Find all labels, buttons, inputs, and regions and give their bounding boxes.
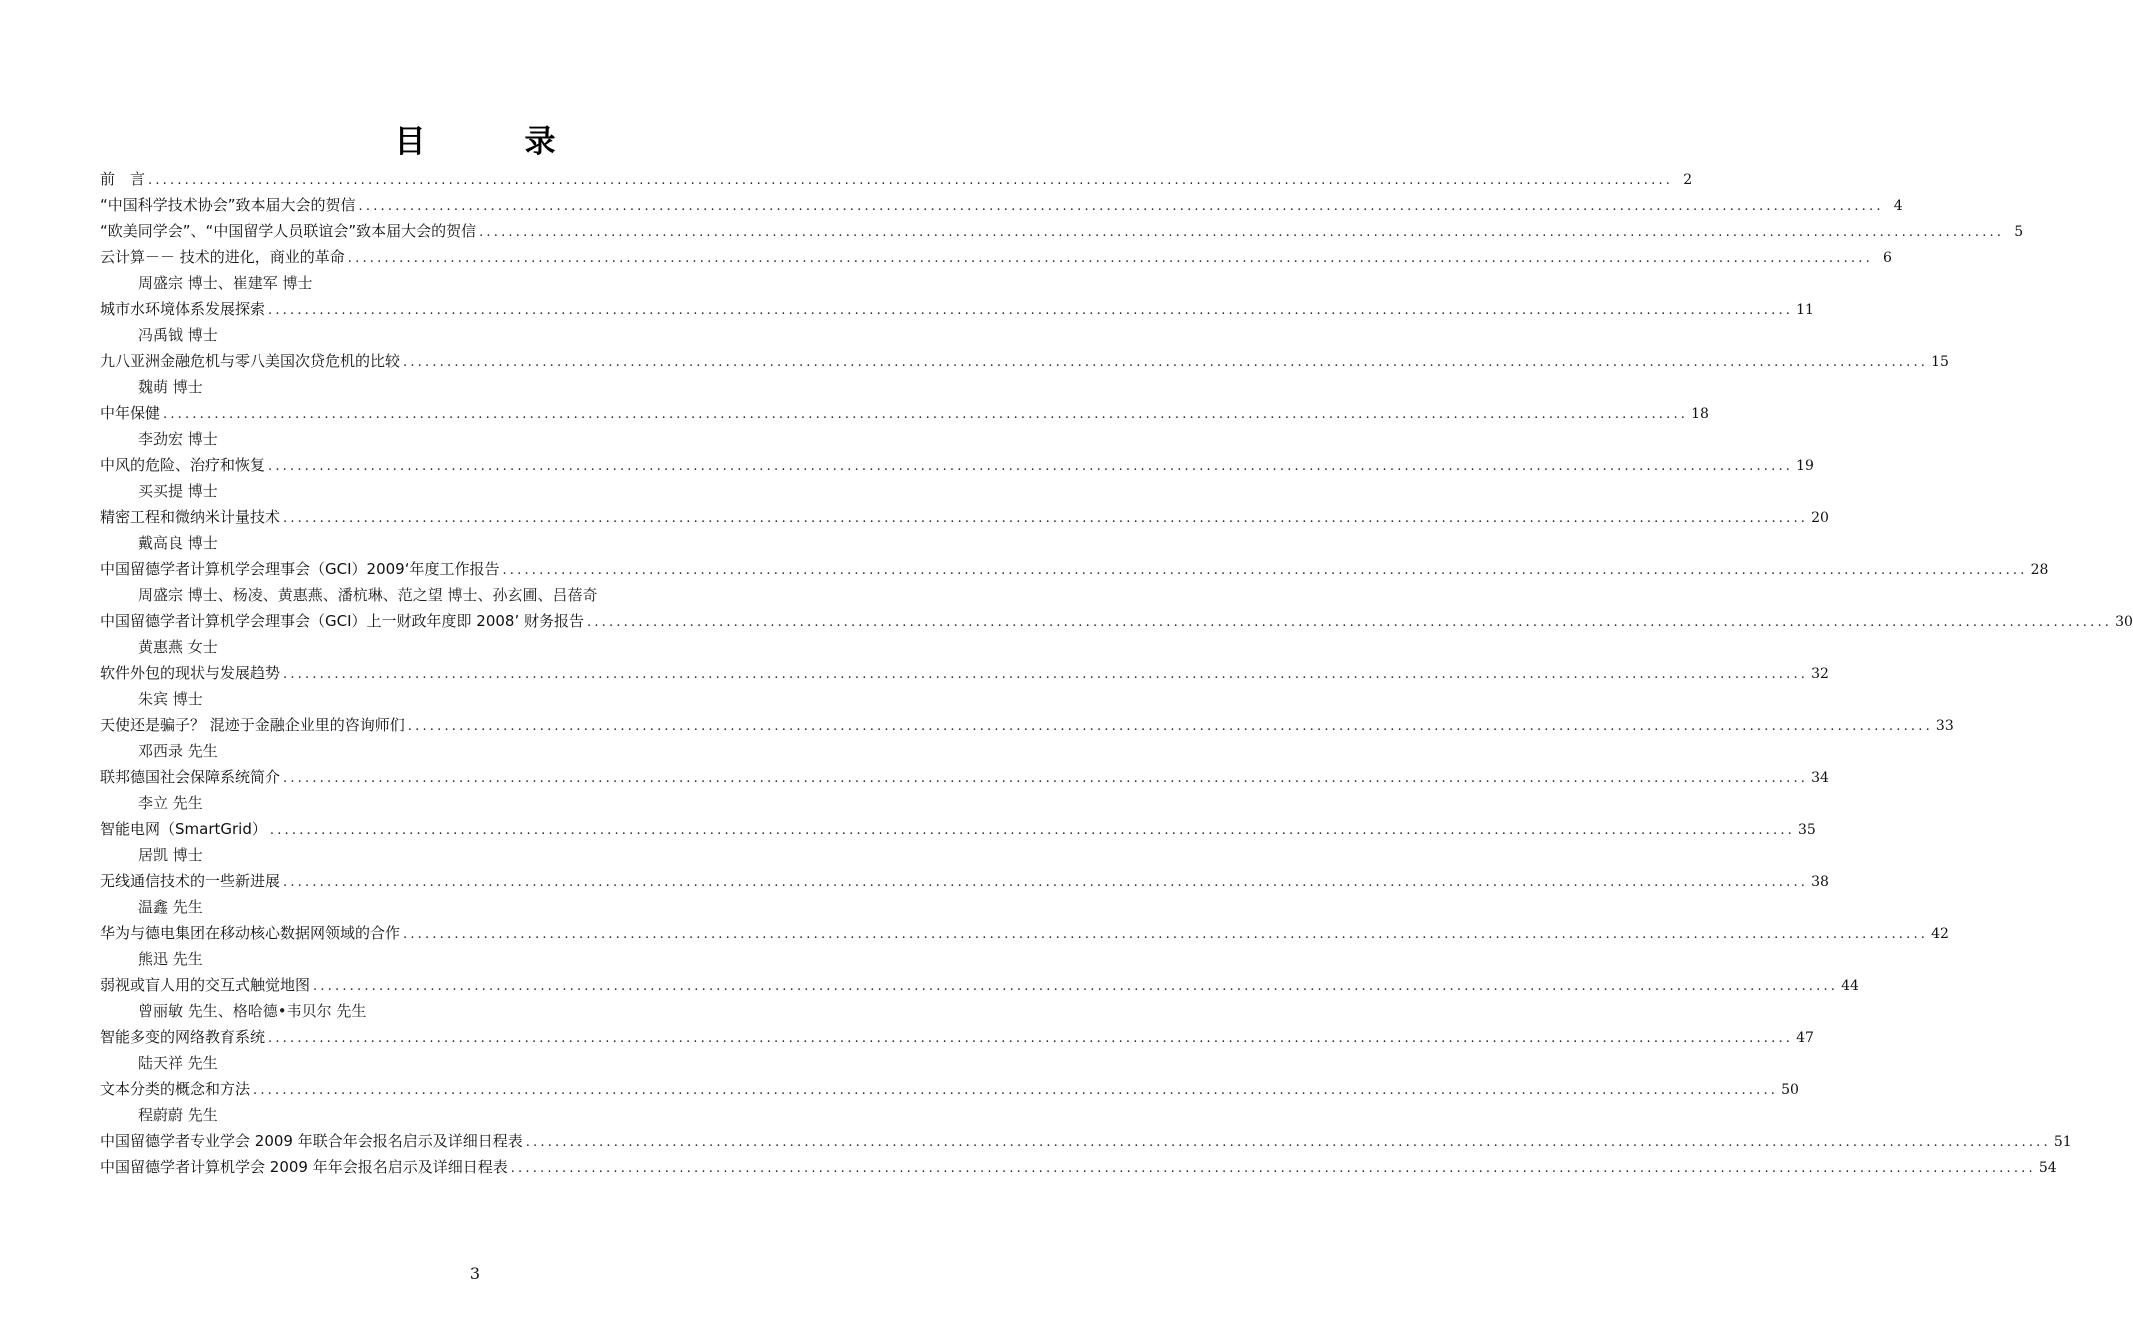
toc-entry-page: 2 <box>1683 172 1693 188</box>
toc-entry-title: 智能电网（SmartGrid） <box>100 820 267 838</box>
dot-leader: ................................................................................................................................................................................................................ <box>148 173 1674 188</box>
toc-entry-page: 11 <box>1796 302 1814 318</box>
toc-entry-title: 中国留德学者专业学会 2009 年联合年会报名启示及详细日程表 <box>100 1132 523 1150</box>
dot-leader: ................................................................................................................................................................................................................ <box>283 667 1809 682</box>
toc-entry[interactable] <box>100 1076 1799 1102</box>
toc-entry[interactable] <box>100 296 1814 322</box>
toc-entry-author: 冯禹钺 博士 <box>138 326 218 344</box>
toc-entry-page: 47 <box>1796 1030 1814 1046</box>
toc-entry-title: 弱视或盲人用的交互式触觉地图 <box>100 976 311 994</box>
toc-entry[interactable] <box>100 972 1859 998</box>
toc-entry-author: 曾丽敏 先生、格哈德•韦贝尔 先生 <box>138 1002 367 1020</box>
toc-entry[interactable] <box>100 556 2049 582</box>
dot-leader: ................................................................................................................................................................................................................ <box>268 303 1794 318</box>
dot-leader: ................................................................................................................................................................................................................ <box>283 771 1809 786</box>
toc-entry-page: 42 <box>1931 926 1949 942</box>
toc-entry-title: 云计算－－ 技术的进化，商业的革命 <box>100 248 345 266</box>
toc-entry-page: 20 <box>1811 510 1829 526</box>
toc-entry-page: 6 <box>1882 250 1892 266</box>
toc-entry-title: 中国留德学者计算机学会理事会（GCI）上一财政年度即 2008’ 财务报告 <box>100 612 585 630</box>
toc-entry-title: 城市水环境体系发展探索 <box>100 300 266 318</box>
dot-leader: ................................................................................................................................................................................................................ <box>269 823 1795 838</box>
dot-leader: ................................................................................................................................................................................................................ <box>268 1031 1794 1046</box>
toc-entry[interactable] <box>100 1128 2072 1154</box>
toc-entry[interactable] <box>100 400 1709 426</box>
page-number: 3 <box>469 1264 481 1283</box>
toc-entry-page: 33 <box>1935 718 1954 734</box>
toc-entry-title: “中国科学技术协会”致本届大会的贺信 <box>100 196 356 214</box>
toc-entry-author: 周盛宗 博士、崔建军 博士 <box>138 274 313 292</box>
toc-entry[interactable] <box>100 348 1949 374</box>
dot-leader: ................................................................................................................................................................................................................ <box>587 615 2113 630</box>
toc-entry-author: 买买提 博士 <box>138 482 218 500</box>
toc-entry-title: 联邦德国社会保障系统简介 <box>100 768 281 786</box>
toc-entry-author: 戴高良 博士 <box>138 534 218 552</box>
toc-entry-title: 智能多变的网络教育系统 <box>100 1028 266 1046</box>
toc-entry[interactable] <box>100 1154 2057 1180</box>
dot-leader: ................................................................................................................................................................................................................ <box>525 1135 2051 1150</box>
toc-entry-title: 天使还是骗子？ 混迹于金融企业里的咨询师们 <box>100 716 405 734</box>
table-of-contents <box>100 166 2133 1180</box>
toc-entry[interactable] <box>100 816 1816 842</box>
toc-entry-author: 熊迅 先生 <box>138 950 203 968</box>
toc-entry-author: 李立 先生 <box>138 794 203 812</box>
toc-entry-page: 54 <box>2038 1160 2057 1176</box>
toc-entry-author: 程蔚蔚 先生 <box>138 1106 218 1124</box>
toc-entry-author: 温鑫 先生 <box>138 898 203 916</box>
toc-entry[interactable] <box>100 608 2133 634</box>
toc-entry[interactable] <box>100 452 1814 478</box>
toc-entry-title: 软件外包的现状与发展趋势 <box>100 664 281 682</box>
toc-entry-title: “欧美同学会”、“中国留学人员联谊会”致本届大会的贺信 <box>100 222 477 240</box>
toc-entry-author: 陆天祥 先生 <box>138 1054 218 1072</box>
toc-entry-title: 中年保健 <box>100 404 161 422</box>
toc-entry-title: 九八亚洲金融危机与零八美国次贷危机的比较 <box>100 352 401 370</box>
toc-entry-title: 中国留德学者计算机学会理事会（GCI）2009‘年度工作报告 <box>100 560 500 578</box>
toc-entry[interactable] <box>100 218 2024 244</box>
toc-entry[interactable] <box>100 192 1903 218</box>
toc-entry-author: 黄惠燕 女士 <box>138 638 218 656</box>
dot-leader: ................................................................................................................................................................................................................ <box>163 407 1689 422</box>
dot-leader: ................................................................................................................................................................................................................ <box>479 225 2005 240</box>
toc-entry-page: 18 <box>1691 406 1709 422</box>
toc-entry-author: 朱宾 博士 <box>138 690 203 708</box>
dot-leader: ................................................................................................................................................................................................................ <box>268 459 1794 474</box>
toc-entry-author: 居凯 博士 <box>138 846 203 864</box>
toc-entry-page: 38 <box>1811 874 1829 890</box>
toc-entry-title: 华为与德电集团在移动核心数据网领域的合作 <box>100 924 401 942</box>
dot-leader: ................................................................................................................................................................................................................ <box>502 563 2028 578</box>
dot-leader: ................................................................................................................................................................................................................ <box>358 199 1884 214</box>
toc-entry[interactable] <box>100 244 1892 270</box>
toc-entry[interactable] <box>100 920 1949 946</box>
toc-entry-author: 魏萌 博士 <box>138 378 203 396</box>
toc-entry-title: 文本分类的概念和方法 <box>100 1080 251 1098</box>
toc-entry-page: 28 <box>2030 562 2049 578</box>
toc-entry-page: 44 <box>1841 978 1859 994</box>
toc-entry-page: 32 <box>1811 666 1829 682</box>
toc-entry-page: 15 <box>1931 354 1949 370</box>
toc-entry-page: 4 <box>1893 198 1903 214</box>
dot-leader: ................................................................................................................................................................................................................ <box>313 979 1839 994</box>
toc-entry-page: 51 <box>2053 1134 2072 1150</box>
dot-leader: ................................................................................................................................................................................................................ <box>407 719 1933 734</box>
toc-entry-author: 周盛宗 博士、杨凌、黄惠燕、潘杭琳、范之望 博士、孙玄圃、吕蓓奇 <box>138 586 598 604</box>
toc-entry-author: 李劲宏 博士 <box>138 430 218 448</box>
page-title: 目 录 <box>394 124 590 160</box>
toc-entry-title: 前 言 <box>100 170 146 188</box>
toc-entry[interactable] <box>100 764 1829 790</box>
toc-entry-title: 无线通信技术的一些新进展 <box>100 872 281 890</box>
dot-leader: ................................................................................................................................................................................................................ <box>253 1083 1779 1098</box>
toc-entry-title: 中国留德学者计算机学会 2009 年年会报名启示及详细日程表 <box>100 1158 508 1176</box>
dot-leader: ................................................................................................................................................................................................................ <box>403 355 1929 370</box>
dot-leader: ................................................................................................................................................................................................................ <box>403 927 1929 942</box>
toc-entry[interactable] <box>100 504 1829 530</box>
toc-entry-page: 50 <box>1781 1082 1799 1098</box>
dot-leader: ................................................................................................................................................................................................................ <box>283 875 1809 890</box>
toc-entry-title: 中风的危险、治疗和恢复 <box>100 456 266 474</box>
toc-entry[interactable] <box>100 712 1954 738</box>
dot-leader: ................................................................................................................................................................................................................ <box>510 1161 2036 1176</box>
toc-entry-page: 35 <box>1797 822 1816 838</box>
toc-entry[interactable] <box>100 868 1829 894</box>
toc-entry[interactable] <box>100 660 1829 686</box>
toc-entry[interactable] <box>100 1024 1814 1050</box>
toc-entry-page: 34 <box>1811 770 1829 786</box>
toc-entry[interactable] <box>100 166 1693 192</box>
toc-entry-page: 30 <box>2115 614 2133 630</box>
toc-entry-page: 5 <box>2014 224 2024 240</box>
toc-entry-page: 19 <box>1796 458 1814 474</box>
toc-entry-author: 邓西录 先生 <box>138 742 218 760</box>
dot-leader: ................................................................................................................................................................................................................ <box>347 251 1873 266</box>
toc-entry-title: 精密工程和微纳米计量技术 <box>100 508 281 526</box>
dot-leader: ................................................................................................................................................................................................................ <box>283 511 1809 526</box>
